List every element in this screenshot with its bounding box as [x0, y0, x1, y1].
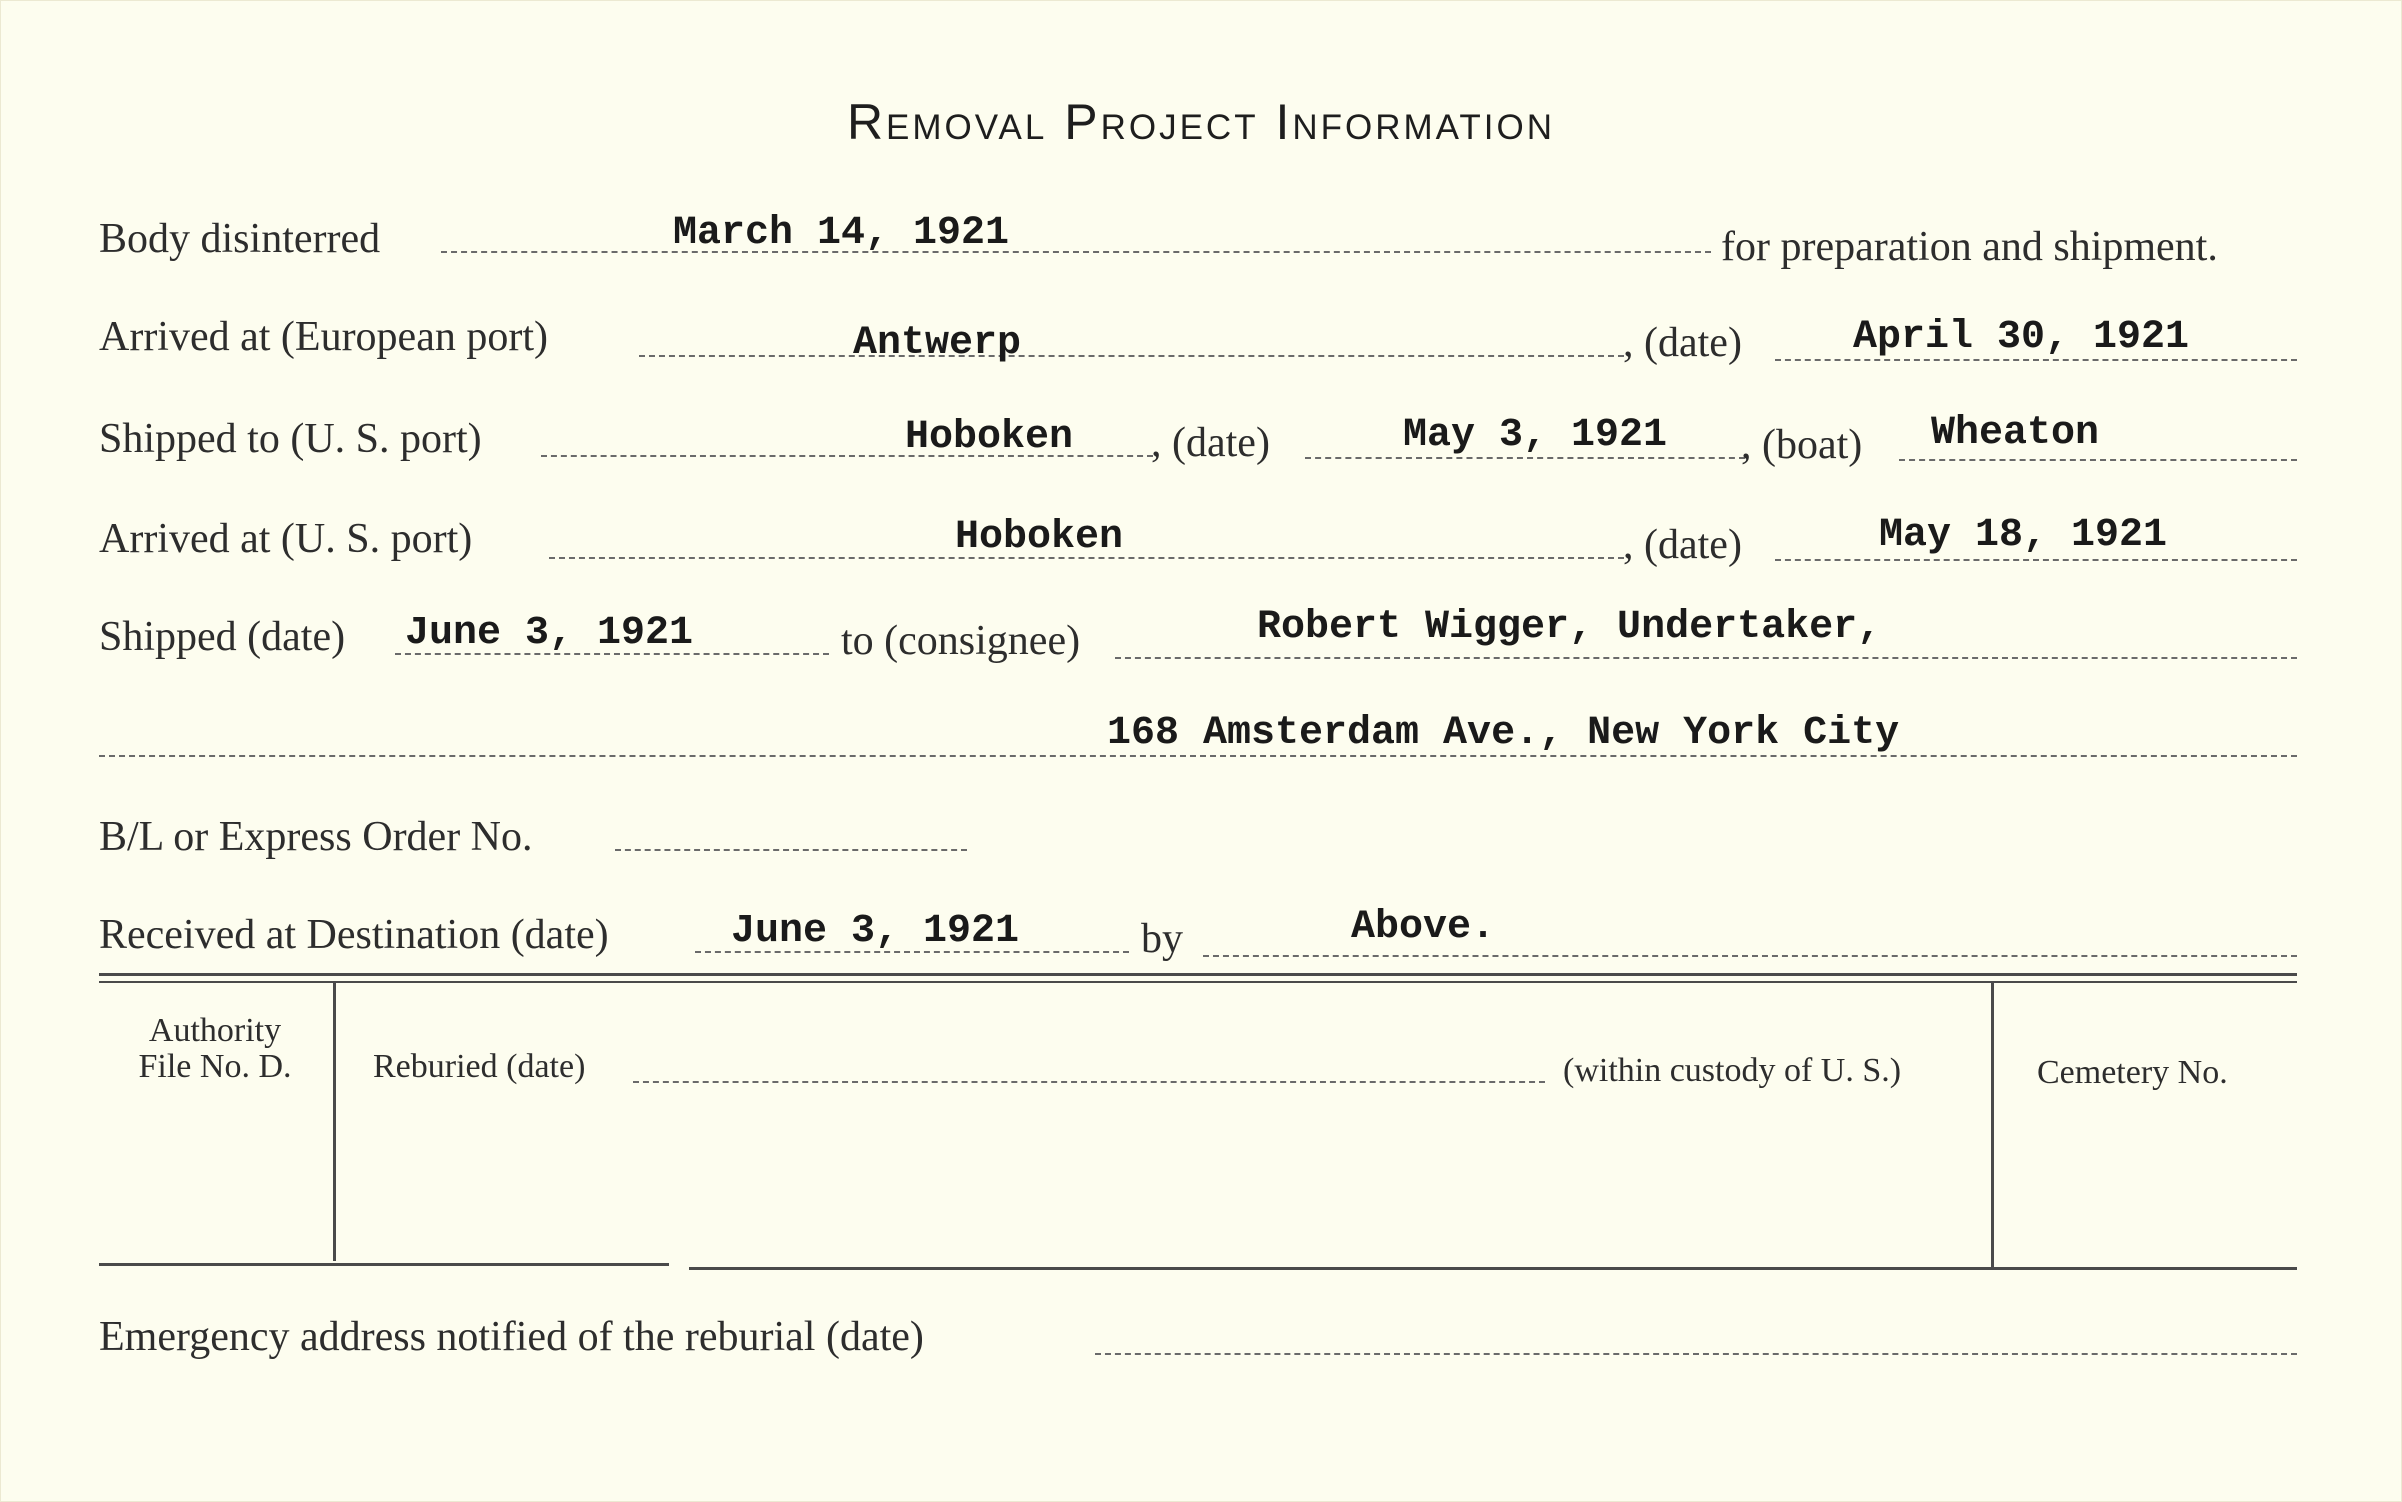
- arrived-european-date-value: April 30, 1921: [1853, 315, 2190, 360]
- emergency-address-date-line: [1095, 1353, 2297, 1355]
- reburied-date-line: [633, 1081, 1545, 1083]
- consignee-label: to (consignee): [841, 618, 1081, 664]
- arrived-european-port-value: Antwerp: [853, 321, 1022, 366]
- form-title: Removal Project Information: [846, 94, 1556, 150]
- emergency-address-label: Emergency address notified of the reburial (date): [99, 1314, 924, 1360]
- reburied-custody-suffix: (within custody of U. S.): [1563, 1052, 1902, 1089]
- reburied-date-label: Reburied (date): [373, 1048, 586, 1085]
- cemetery-column-divider: [1991, 983, 1994, 1267]
- shipped-us-boat-label: , (boat): [1741, 422, 1863, 468]
- reburial-box-bottom-rule: [689, 1267, 2297, 1270]
- arrived-us-date-value: May 18, 1921: [1879, 513, 2168, 558]
- authority-column-divider: [333, 983, 336, 1261]
- authority-label-line1: Authority: [148, 1012, 282, 1049]
- arrived-european-date-label: , (date): [1623, 320, 1742, 366]
- arrived-us-port-value: Hoboken: [955, 515, 1124, 560]
- consignee-address-value: 168 Amsterdam Ave., New York City: [1107, 711, 1900, 756]
- arrived-european-port-line: [639, 355, 1624, 357]
- shipped-us-boat-line: [1899, 459, 2297, 461]
- body-disinterred-label: Body disinterred: [99, 216, 381, 262]
- cemetery-number-label: Cemetery No.: [2037, 1054, 2228, 1091]
- section-divider-top: [99, 973, 2297, 976]
- arrived-european-port-label: Arrived at (European port): [99, 314, 548, 360]
- received-by-line: [1203, 955, 2297, 957]
- section-divider-bottom: [99, 981, 2297, 983]
- arrived-us-port-label: Arrived at (U. S. port): [99, 516, 473, 562]
- authority-label-line2: File No. D.: [138, 1048, 292, 1085]
- shipped-date-label: Shipped (date): [99, 614, 346, 660]
- bl-express-order-label: B/L or Express Order No.: [99, 814, 533, 860]
- received-by-value: Above.: [1351, 905, 1496, 950]
- shipped-us-date-value: May 3, 1921: [1403, 413, 1668, 458]
- consignee-line: [1115, 657, 2297, 659]
- body-disinterred-suffix: for preparation and shipment.: [1721, 224, 2218, 270]
- authority-box-bottom-rule: [99, 1263, 669, 1266]
- consignee-value: Robert Wigger, Undertaker,: [1257, 605, 1882, 650]
- shipped-us-date-label: , (date): [1151, 420, 1270, 466]
- received-by-label: by: [1141, 916, 1183, 962]
- arrived-us-date-label: , (date): [1623, 522, 1742, 568]
- received-date-value: June 3, 1921: [731, 909, 1020, 954]
- shipped-date-value: June 3, 1921: [405, 611, 694, 656]
- shipped-us-port-value: Hoboken: [905, 415, 1074, 460]
- bl-express-order-line: [615, 849, 967, 851]
- arrived-us-date-line: [1775, 559, 2297, 561]
- body-disinterred-line: [441, 251, 1711, 253]
- shipped-us-boat-value: Wheaton: [1931, 411, 2100, 456]
- shipped-us-port-label: Shipped to (U. S. port): [99, 416, 482, 462]
- received-destination-label: Received at Destination (date): [99, 912, 609, 958]
- body-disinterred-value: March 14, 1921: [673, 211, 1010, 256]
